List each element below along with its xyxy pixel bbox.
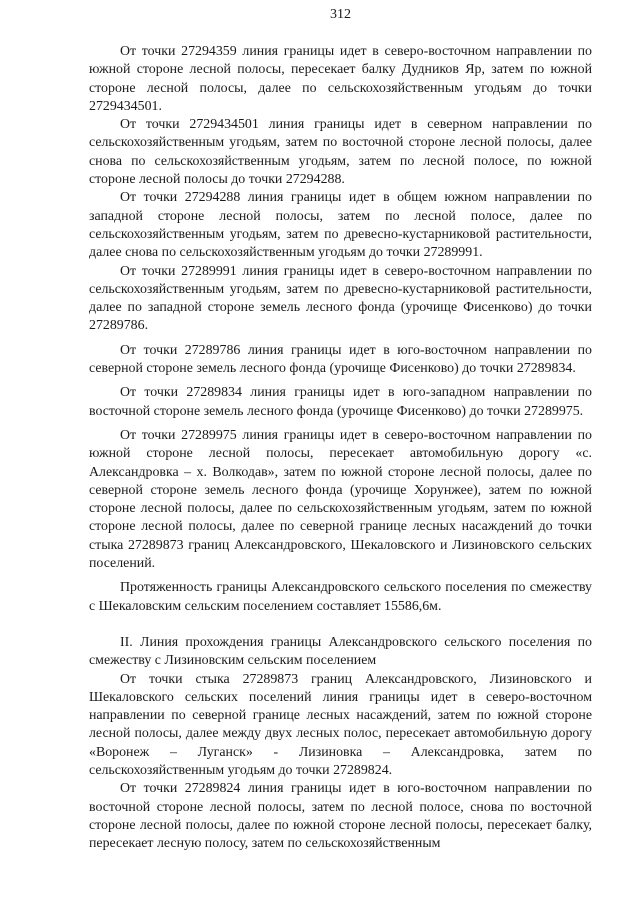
boundary-length-summary: Протяженность границы Александровского сельского поселения по смежеству с Шекаловским сельским поселением составляет 15586,6м. (89, 580, 592, 614)
paragraph: От точки 27294359 линия границы идет в северо-восточном направлении по южной стороне лесной полосы, пересекает балку Дудников Яр, затем по южной стороне лесной полосы, далее по сельскохозяйственным угодьям до точки 2729434501. (89, 44, 592, 114)
page-number: 312 (330, 7, 351, 22)
paragraph: От точки 27289786 линия границы идет в юго-восточном направлении по северной стороне земель лесного фонда (урочище Фисенково) до точки 27289834. (89, 342, 592, 377)
paragraph: От точки 2729434501 линия границы идет в северном направлении по сельскохозяйственным угодьям, затем по восточной стороне лесной полосы, далее снова по сельскохозяйственным угодьям, затем по лесной полосе, по южной стороне лесной полосы до точки 27294288. (89, 117, 592, 188)
paragraph: От точки 27289824 линия границы идет в юго-восточном направлении по восточной стороне лесной полосы, затем по лесной полосе, снова по восточной стороне лесной полосы, далее по южной стороне лесной полосы, пересекает балку, пересекает лесную полосу, затем по сельскохозяйственным (89, 781, 592, 852)
paragraph: От точки 27294288 линия границы идет в общем южном направлении по западной стороне лесной полосы, затем по лесной полосе, далее по сельскохозяйственным угодьям, затем по древесно-кустарниковой растительности, далее снова по сельскохозяйственным угодьям до точки 27289991. (89, 190, 592, 261)
paragraph: От точки 27289991 линия границы идет в северо-восточном направлении по сельскохозяйственным угодьям, затем по древесно-кустарниковой растительности, далее по западной стороне земель лесного фонда (урочище Фисенково) до точки 27289786. (89, 263, 592, 334)
paragraph: От точки 27289975 линия границы идет в северо-восточном направлении по южной стороне лесной полосы, пересекает автомобильную дорогу «с. Александровка – х. Волкодав», затем по южной стороне лесной полосы, далее по северной стороне земель лесного фонда (урочище Хорунжее), затем по южной стороне лесной полосы, далее по сельскохозяйственным угодьям, затем по южной стороне лесной полосы, далее по северной границе лесных насаждений до точки стыка 27289873 границ Александровского, Шекаловского и Лизиновского сельских поселений. (89, 427, 592, 572)
paragraph: От точки 27289834 линия границы идет в юго-западном направлении по восточной стороне земель лесного фонда (урочище Фисенково) до точки 27289975. (89, 385, 592, 419)
section-heading: II. Линия прохождения границы Александровского сельского поселения по смежеству с Лизиновским сельским поселением (89, 634, 592, 669)
paragraph: От точки стыка 27289873 границ Александровского, Лизиновского и Шекаловского сельских поселений линия границы идет в северо-восточном направлении по северной границе лесных насаждений, затем по южной стороне лесной полосы, далее между двух лесных полос, пересекает автомобильную дорогу «Воронеж – Луганск» - Лизиновка – Александровка, затем по сельскохозяйственным угодьям до точки 27289824. (89, 671, 592, 778)
section-spacer (89, 616, 592, 634)
